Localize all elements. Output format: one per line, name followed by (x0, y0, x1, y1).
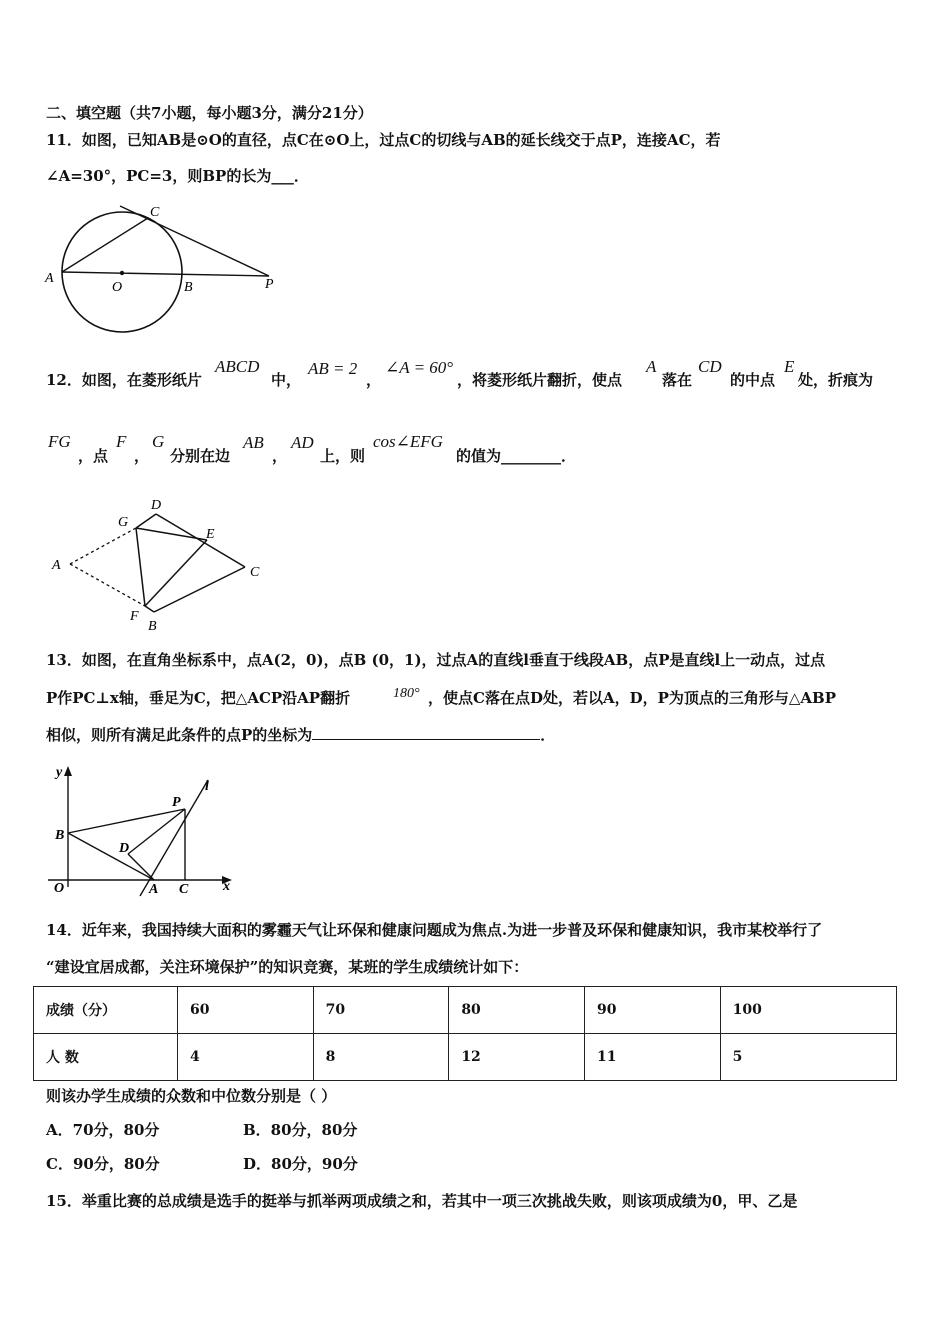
q11-text-line1: 11．如图，已知AB是⊙O的直径，点C在⊙O上，过点C的切线与AB的延长线交于点P，连接AC，若 (46, 131, 721, 149)
q13-math-180: 180° (393, 686, 420, 701)
q13-label-b: B (55, 828, 65, 843)
table-cell: 4 (178, 1034, 314, 1081)
q11-figure-circle-tangent (40, 200, 290, 345)
q13-label-d: D (119, 841, 130, 856)
q14-score-table (33, 986, 897, 1081)
table-cell: 8 (313, 1034, 449, 1081)
q12-text-10: 分别在边 (170, 447, 231, 465)
q11-label-a: A (45, 271, 54, 286)
q12-math-abcd: ABCD (215, 357, 260, 376)
q14-option-b: B．80分，80分 (243, 1121, 358, 1139)
q12-math-ab: AB (243, 433, 264, 452)
q12-label-e: E (206, 527, 215, 542)
table-cell: 90 (584, 987, 720, 1034)
q12-math-cos: cos∠EFG (373, 432, 443, 451)
q12-text-1: 12．如图，在菱形纸片 (46, 371, 202, 389)
q12-math-fg: FG (48, 432, 71, 451)
q12-math-ab2: AB = 2 (308, 359, 358, 378)
q11-label-b: B (184, 280, 193, 295)
q12-text-3: ， (366, 371, 382, 389)
q12-math-cd: CD (698, 357, 722, 376)
q13-text-line3-main: 相似，则所有满足此条件的点P的坐标为 (46, 726, 313, 744)
q14-text-line1: 14．近年来，我国持续大面积的雾霾天气让环保和健康问题成为焦点.为进一步普及环保和健康知识，我市某校举行了 (46, 921, 823, 939)
table-row (34, 987, 897, 1034)
table-cell: 11 (584, 1034, 720, 1081)
q13-figure-coordinate (40, 762, 240, 900)
table-cell: 5 (720, 1034, 896, 1081)
table-cell: 70 (313, 987, 449, 1034)
q11-label-o: O (112, 280, 123, 295)
q13-label-x: x (223, 879, 230, 894)
q12-math-f: F (116, 432, 127, 451)
q12-label-d: D (151, 498, 162, 513)
q13-text-line1: 13．如图，在直角坐标系中，点A(2，0)，点B (0，1)，过点A的直线l垂直于线段AB，点P是直线l上一动点，过点 (46, 651, 826, 669)
q13-label-p: P (172, 795, 181, 810)
q12-text-12: 上，则 (320, 447, 366, 465)
q12-text-5: 落在 (662, 371, 693, 389)
q12-text-13: 的值为________． (456, 447, 577, 465)
q13-text-line3-end: ． (540, 726, 556, 744)
q12-text-11: ， (272, 447, 288, 465)
q12-label-c: C (250, 565, 260, 580)
q13-text-line2a: P作PC⊥x轴，垂足为C，把△ACP沿AP翻折 (46, 689, 351, 707)
q13-text-line3 (46, 725, 555, 745)
q13-label-a: A (149, 882, 159, 897)
q12-text-2: 中， (271, 371, 302, 389)
q13-label-y: y (56, 765, 63, 780)
table-cell: 12 (449, 1034, 585, 1081)
table-cell: 60 (178, 987, 314, 1034)
q14-option-a: A．70分，80分 (46, 1121, 160, 1139)
q12-math-g: G (152, 432, 165, 451)
q13-text-line2b: ，使点C落在点D处，若以A，D，P为顶点的三角形与△ABP (428, 689, 837, 707)
q12-label-f: F (130, 609, 139, 624)
q14-option-c: C．90分，80分 (46, 1155, 160, 1173)
q13-label-c: C (179, 882, 189, 897)
q13-label-l: l (205, 779, 209, 794)
q13-label-o: O (54, 881, 65, 896)
q11-label-c: C (150, 205, 160, 220)
q12-math-angle: ∠A = 60° (385, 358, 454, 377)
q12-text-7: 处，折痕为 (798, 371, 874, 389)
q12-label-b: B (148, 619, 157, 634)
q15-text-line1: 15．举重比赛的总成绩是选手的挺举与抓举两项成绩之和，若其中一项三次挑战失败，则该项成绩为0，甲、乙是 (46, 1192, 798, 1210)
q12-math-a: A (646, 357, 657, 376)
q12-text-4: ，将菱形纸片翻折，使点 (457, 371, 623, 389)
q14-text-line2: “建设宜居成都，关注环境保护”的知识竞赛，某班的学生成绩统计如下： (46, 958, 529, 976)
table-cell: 人 数 (34, 1034, 178, 1081)
q13-answer-blank (312, 725, 540, 740)
q11-label-p: P (265, 277, 274, 292)
q12-math-ad: AD (291, 433, 314, 452)
q14-option-d: D．80分，90分 (243, 1155, 358, 1173)
q11-text-line2: ∠A=30°，PC=3，则BP的长为___． (46, 167, 309, 185)
q12-text-8: ，点 (78, 447, 109, 465)
q12-text-6: 的中点 (730, 371, 776, 389)
table-cell: 80 (449, 987, 585, 1034)
q12-label-a: A (52, 558, 61, 573)
table-row (34, 1034, 897, 1081)
table-cell: 成绩（分） (34, 987, 178, 1034)
q12-math-e: E (784, 357, 795, 376)
section-heading: 二、填空题（共7小题，每小题3分，满分21分） (46, 104, 373, 122)
table-cell: 100 (720, 987, 896, 1034)
q14-question: 则该办学生成绩的众数和中位数分别是（ ） (46, 1087, 337, 1105)
q12-figure-rhombus (40, 492, 280, 637)
q12-label-g: G (118, 515, 129, 530)
q12-text-9: ， (134, 447, 150, 465)
